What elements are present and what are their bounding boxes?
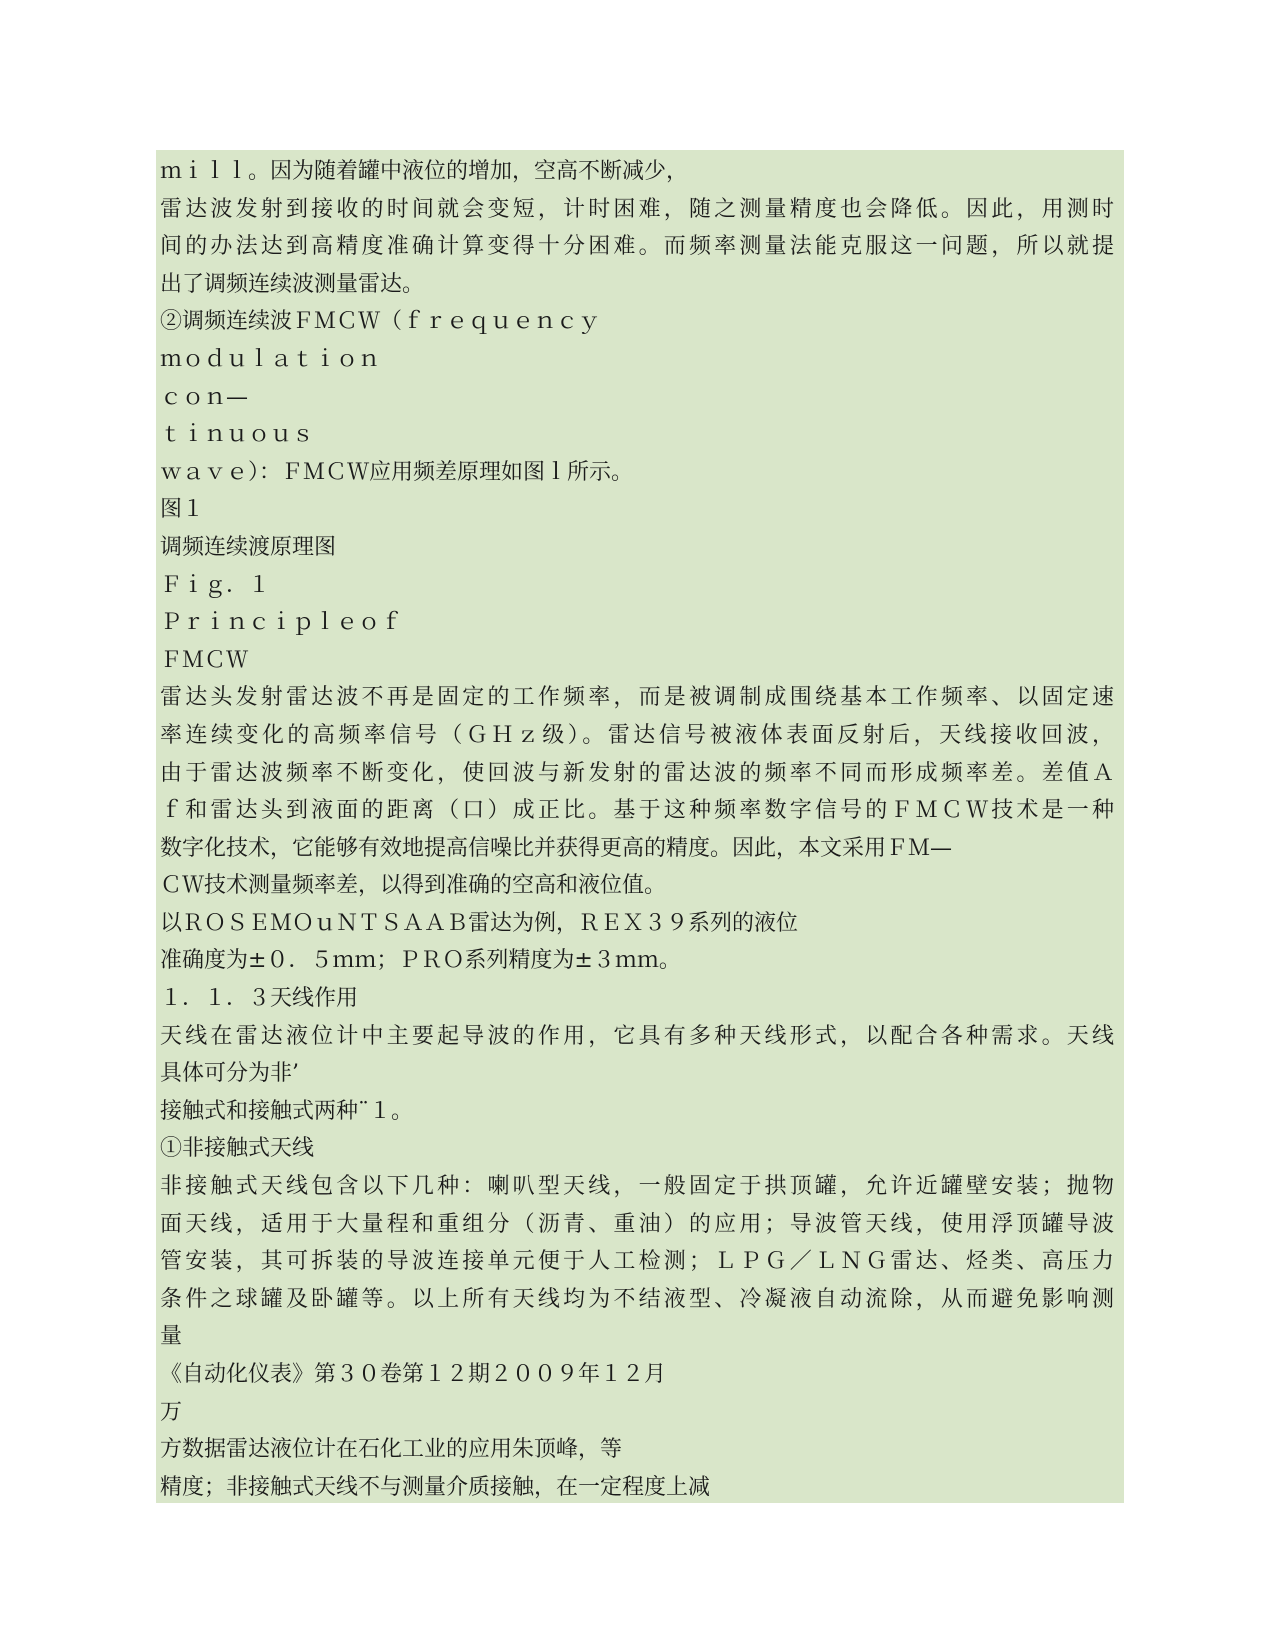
text-line: Ｆｉｇ．１ — [160, 572, 271, 598]
text-line: ｔｉｎｕｏｕｓ — [160, 422, 315, 448]
text-line: 万 — [160, 1399, 183, 1425]
text-line: 以ＲＯＳＥＭＯｕＮＴＳＡＡＢ雷达为例，ＲＥＸ３９系列的液位 — [160, 910, 799, 936]
text-line: １．１．３天线作用 — [160, 986, 359, 1012]
text-line: 量 — [160, 1324, 183, 1350]
text-line: 间的办法达到高精度准确计算变得十分困难。而频率测量法能克服这一问题，所以就提 — [160, 234, 1114, 260]
text-line: 出了调频连续波测量雷达。 — [160, 271, 425, 297]
text-line: 雷达波发射到接收的时间就会变短，计时困难，随之测量精度也会降低。因此，用测时 — [160, 196, 1114, 222]
text-line: 图１ — [160, 497, 205, 523]
text-line: ｗａｖｅ）：ＦＭＣＷ应用频差原理如图ｌ所示。 — [160, 459, 634, 485]
text-line: 方数据雷达液位计在石化工业的应用朱顶峰，等 — [160, 1437, 623, 1463]
text-line: 《自动化仪表》第３０卷第１２期２００９年１２月 — [160, 1362, 667, 1387]
text-line: 精度；非接触式天线不与测量介质接触，在一定程度上减 — [160, 1474, 711, 1500]
text-line: 接触式和接触式两种¨１。 — [160, 1098, 414, 1124]
text-line: 数字化技术，它能够有效地提高信噪比并获得更高的精度。因此，本文采用ＦＭ— — [160, 835, 953, 861]
text-line: 面天线，适用于大量程和重组分（沥青、重油）的应用；导波管天线，使用浮顶罐导波 — [160, 1211, 1114, 1237]
text-line: ②调频连续波ＦＭＣＷ（ｆｒｅｑｕｅｎｃｙ — [160, 309, 601, 335]
text-line: ①非接触式天线 — [160, 1136, 315, 1162]
text-line: 非接触式天线包含以下几种：喇叭型天线，一般固定于拱顶罐，允许近罐壁安装；抛物 — [160, 1174, 1114, 1200]
text-line: 具体可分为非’ — [160, 1061, 299, 1087]
text-line: ｃｏｎ— — [160, 384, 249, 410]
text-line: 准确度为±０．５ｍｍ；ＰＲＯ系列精度为±３ｍｍ。 — [160, 948, 681, 974]
document-text-block — [156, 150, 1124, 1503]
text-line: 管安装，其可拆装的导波连接单元便于人工检测；ＬＰＧ／ＬＮＧ雷达、烃类、高压力 — [160, 1249, 1114, 1275]
text-line: 率连续变化的高频率信号（ＧＨｚ级）。雷达信号被液体表面反射后，天线接收回波， — [160, 722, 1114, 748]
text-line: 调频连续渡原理图 — [160, 534, 337, 560]
text-line: 条件之球罐及卧罐等。以上所有天线均为不结液型、冷凝液自动流除，从而避免影响测 — [160, 1286, 1114, 1312]
text-line: ＦＭＣＷ — [160, 647, 249, 673]
text-line: ｍｉｌｌ。因为随着罐中液位的增加，空高不断减少， — [160, 159, 689, 184]
text-line: ＣＷ技术测量频率差，以得到准确的空高和液位值。 — [160, 873, 667, 899]
text-line: 雷达头发射雷达波不再是固定的工作频率，而是被调制成围绕基本工作频率、以固定速 — [160, 685, 1114, 711]
text-line: 由于雷达波频率不断变化，使回波与新发射的雷达波的频率不同而形成频率差。差值Ａ — [160, 760, 1114, 786]
text-line: ｆ和雷达头到液面的距离（口）成正比。基于这种频率数字信号的ＦＭＣＷ技术是一种 — [160, 798, 1114, 824]
text-line: Ｐｒｉｎｃｉｐｌｅｏｆ — [160, 610, 403, 636]
text-line: ｍｏｄｕｌａｔｉｏｎ — [160, 346, 381, 372]
text-line: 天线在雷达液位计中主要起导波的作用，它具有多种天线形式，以配合各种需求。天线 — [160, 1023, 1114, 1049]
